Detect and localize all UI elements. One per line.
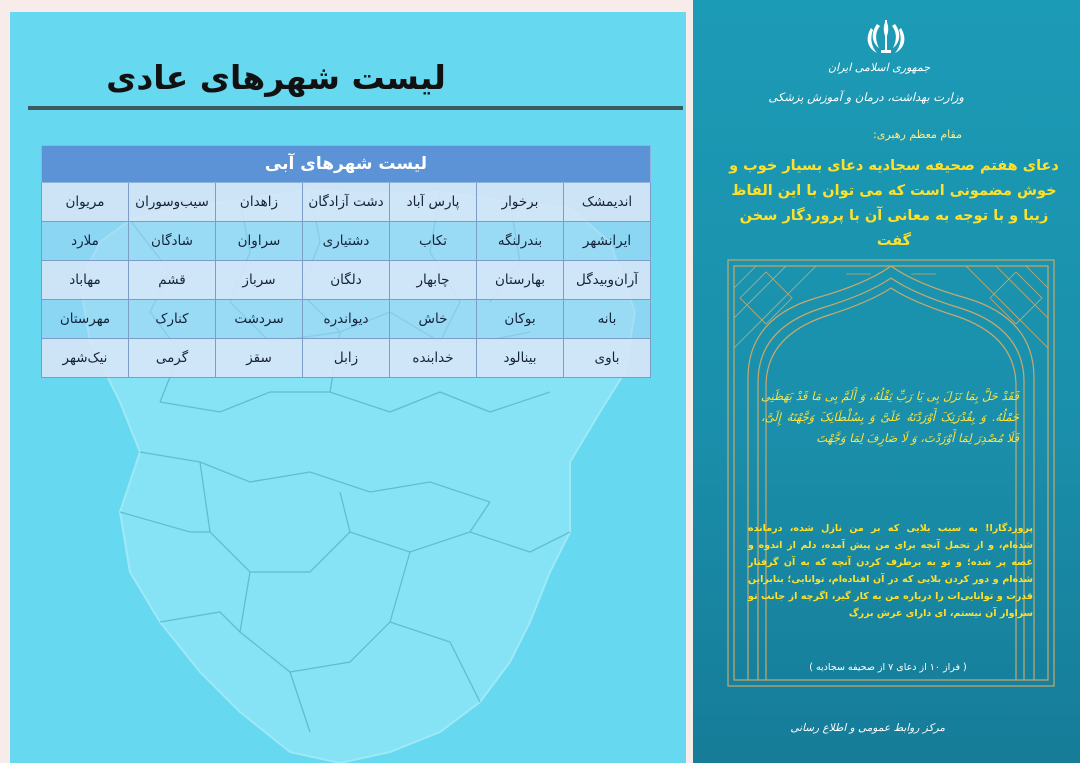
table-title: لیست شهرهای آبی [42,146,651,183]
city-cell: سراوان [216,222,303,261]
city-cell: بوکان [477,300,564,339]
table-row [42,261,651,300]
city-cell: خدابنده [390,339,477,378]
city-cell: سرباز [216,261,303,300]
city-cell: باوی [564,339,651,378]
city-cell: تکاب [390,222,477,261]
page-title: لیست شهرهای عادی [106,58,446,97]
city-cell: ایرانشهر [564,222,651,261]
city-cell: گرمی [129,339,216,378]
city-cell: کنارک [129,300,216,339]
city-cell: نیک‌شهر [42,339,129,378]
leader-quote: دعای هفتم صحیفه سجادیه دعای بسیار خوب و خوش مضمونی است که می توان با این الفاظ زیبا و با توجه به معانی آن با پروردگار سخن گفت [729,158,1059,249]
city-cell: بانه [564,300,651,339]
iran-emblem-icon [863,16,909,58]
city-cell: اندیمشک [564,183,651,222]
leader-label: مقام معظم رهبری: [873,128,962,141]
ornamental-frame [726,258,1056,688]
city-cell: سقز [216,339,303,378]
city-cell: بندرلنگه [477,222,564,261]
city-cell: مهرستان [42,300,129,339]
city-cell: زابل [303,339,390,378]
city-cell: سیب‌وسوران [129,183,216,222]
table-row [42,339,651,378]
table-row [42,222,651,261]
title-divider [28,106,683,110]
city-cell: قشم [129,261,216,300]
city-cell: مریوان [42,183,129,222]
persian-translation: پروردگارا! به سبب بلایی که بر من نازل شده، درمانده شده‌ام، و از تحمل آنچه برای من پیش آمده، دلم از اندوه و غصه پر شده؛ و تو به برطرف کردن آنچه که به آن گرفتار شده‌ام و دور کردن بلایی که در آن افتاده‌ام، توانایی؛ بنابراین قدرت و توانایی‌ات را درباره من به کار گیر، اگرچه از جانب تو سزاوار آن نیستم، ای دارای عرش بزرگ [748,523,1033,619]
right-panel [693,0,1080,763]
city-cell: آران‌وبیدگل [564,261,651,300]
city-cell: چابهار [390,261,477,300]
city-cell: برخوار [477,183,564,222]
city-cell: پارس آباد [390,183,477,222]
city-cell: خاش [390,300,477,339]
city-cell: دشتیاری [303,222,390,261]
city-cell: ملارد [42,222,129,261]
cities-table [41,145,651,378]
city-cell: دلگان [303,261,390,300]
city-cell: شادگان [129,222,216,261]
city-cell: بینالود [477,339,564,378]
iran-map-background [10,12,686,763]
arabic-prayer-text: فَقَدْ حَلَّ بِمَا نَزَلَ بِی یَا رَبِّ ثِقْلُهُ، وَ أَلَمَّ بِی مَا قَدْ بَهَظَنِی حَمْلُهُ. وَ بِقُدْرَتِکَ أَوْرَدْتَهُ عَلَیَّ وَ بِسُلْطَانِکَ وَجَّهْتَهُ إِلَیَّ، فَلَا مُصْدِرَ لِمَا أَوْرَدْتَ، وَ لَا صَارِفَ لِمَا وَجَّهْتَ [761,389,1019,445]
city-cell: دیواندره [303,300,390,339]
ministry-label: وزارت بهداشت، درمان و آموزش پزشکی [768,90,964,104]
footer-label: مرکز روابط عمومی و اطلاع رسانی [790,722,945,734]
city-cell: زاهدان [216,183,303,222]
city-cell: سردشت [216,300,303,339]
republic-label: جمهوری اسلامی ایران [827,61,930,74]
left-panel [10,12,686,763]
source-caption: ( فراز ۱۰ از دعای ۷ از صحیفه سجادیه ) [809,662,967,673]
table-row [42,183,651,222]
city-cell: مهاباد [42,261,129,300]
table-row [42,300,651,339]
city-cell: بهارستان [477,261,564,300]
city-cell: دشت آزادگان [303,183,390,222]
